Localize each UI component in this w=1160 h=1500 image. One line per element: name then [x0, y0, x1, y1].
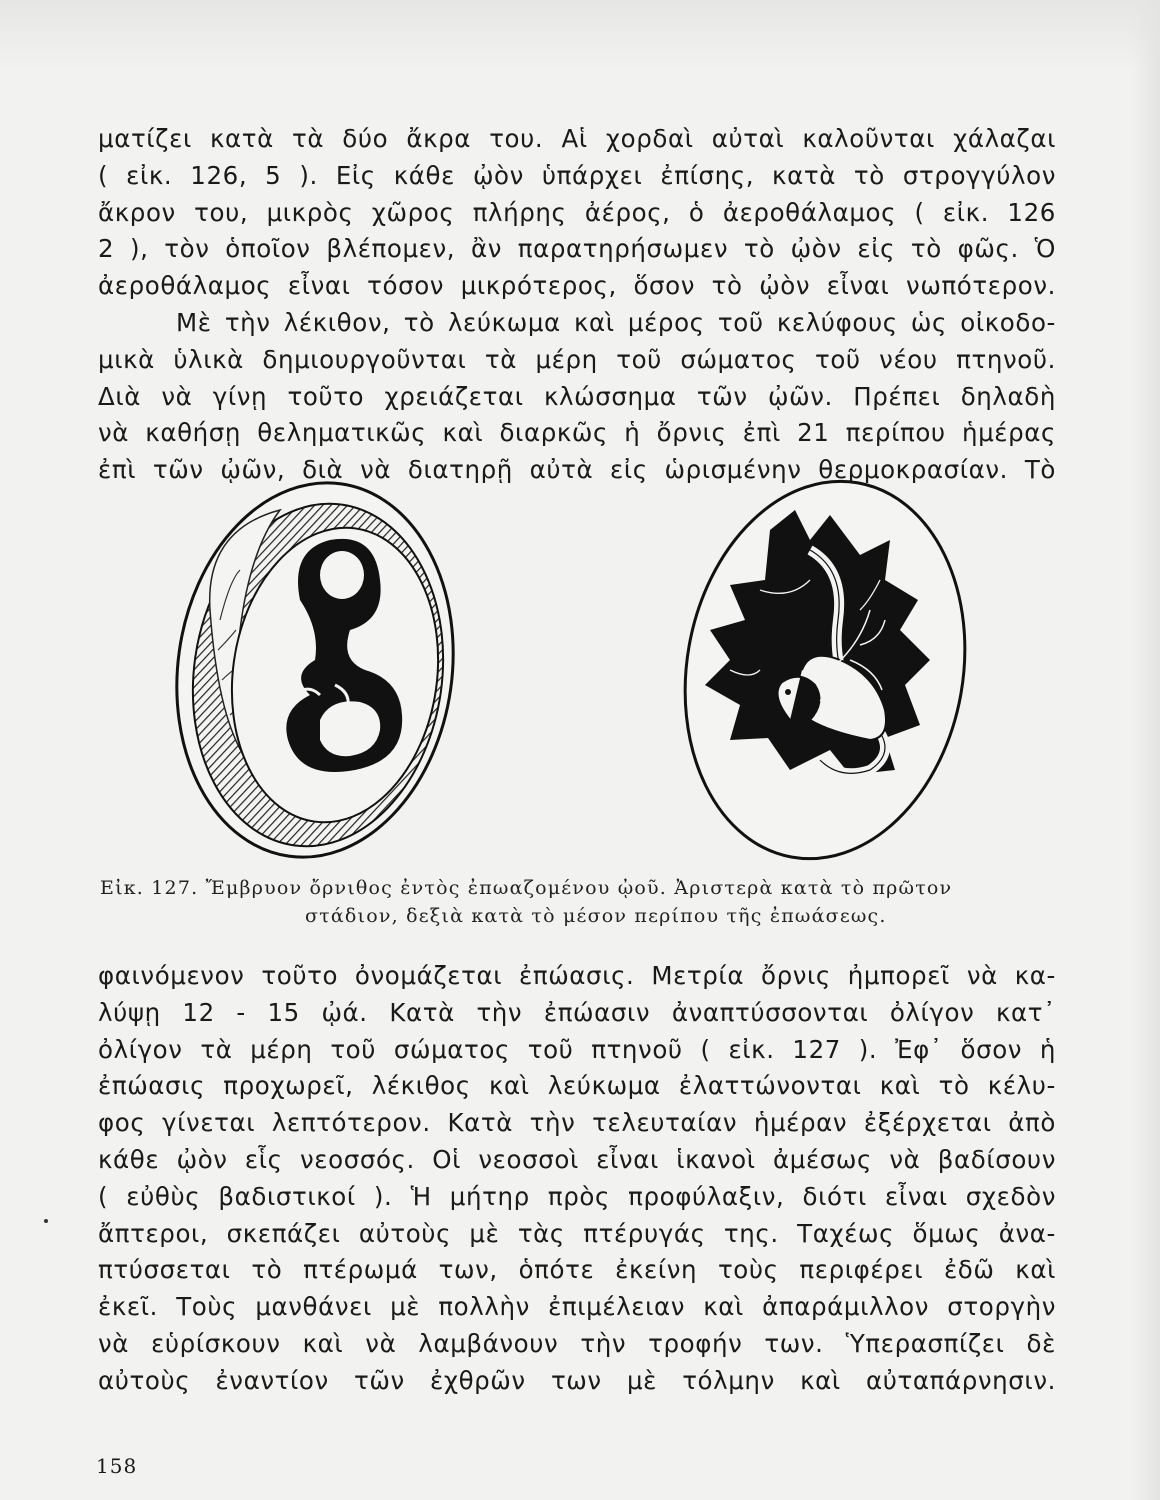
text-line: φος γίνεται λεπτότερον. Κατὰ τὴν τελευταίαν ἡμέραν ἐξέρχεται ἀπὸ	[98, 1108, 1056, 1138]
caption-line: Εἰκ. 127. Ἔμβρυον ὄρνιθος ἐντὸς ἐπωαζομένου ᾠοῦ. Ἀριστερὰ κατὰ τὸ πρῶτον	[100, 877, 953, 899]
text-line: μικὰ ὑλικὰ δημιουργοῦνται τὰ μέρη τοῦ σώματος τοῦ νέου πτηνοῦ.	[98, 344, 1056, 374]
caption-line: στάδιον, δεξιὰ κατὰ τὸ μέσον περίπου τῆς ἐπωάσεως.	[305, 905, 887, 927]
print-speck	[44, 1219, 48, 1223]
text-line: ματίζει κατὰ τὰ δύο ἄκρα του. Αἱ χορδαὶ αὐταὶ καλοῦνται χάλαζαι	[98, 124, 1056, 153]
text-line: ἐπὶ τῶν ᾠῶν, διὰ νὰ διατηρῇ αὐτὰ εἰς ὡρισμένην θερμοκρασίαν. Τὸ	[98, 455, 1056, 485]
text-line: Διὰ νὰ γίνῃ τοῦτο χρειάζεται κλώσσημα τῶν ᾠῶν. Πρέπει δηλαδὴ	[98, 381, 1056, 411]
paragraph-bottom	[98, 958, 1056, 1400]
text-line: αὐτοὺς ἐναντίον τῶν ἐχθρῶν των μὲ τόλμην καὶ αὐταπάρνησιν.	[98, 1365, 1056, 1395]
page-shadow-right	[1130, 0, 1160, 1500]
text-line: νὰ εὑρίσκουν καὶ νὰ λαμβάνουν τὴν τροφήν των. Ὑπερασπίζει δὲ	[98, 1328, 1056, 1358]
text-line: λύψῃ 12 - 15 ᾠά. Κατὰ τὴν ἐπώασιν ἀναπτύσσονται ὀλίγον κατ᾽	[98, 997, 1056, 1027]
page-number: 158	[96, 1454, 138, 1478]
egg-early-stage	[170, 470, 477, 870]
text-line: ἀεροθάλαμος εἶναι τόσον μικρότερος, ὅσον τὸ ᾠὸν εἶναι νωπότερον.	[98, 271, 1056, 301]
text-line: φαινόμενον τοῦτο ὀνομάζεται ἐπώασις. Μετρία ὄρνις ἠμπορεῖ νὰ κα-	[98, 961, 1056, 990]
text-line: ἐπώασις προχωρεῖ, λέκιθος καὶ λεύκωμα ἐλαττώνονται καὶ τὸ κέλυ-	[98, 1071, 1056, 1101]
text-line: πτύσσεται τὸ πτέρωμά των, ὁπότε ἐκείνη τοὺς περιφέρει ἐδῶ καὶ	[98, 1255, 1056, 1285]
text-line: ( εὐθὺς βαδιστικοί ). Ἡ μήτηρ πρὸς προφύλαξιν, διότι εἶναι σχεδὸν	[98, 1181, 1056, 1211]
text-line: ἐκεῖ. Τοὺς μανθάνει μὲ πολλὴν ἐπιμέλειαν καὶ ἀπαράμιλλον στοργὴν	[98, 1292, 1056, 1322]
text-line: νὰ καθήσῃ θεληματικῶς καὶ διαρκῶς ἡ ὄρνις ἐπὶ 21 περίπου ἡμέρας	[98, 418, 1056, 448]
text-line: ( εἰκ. 126, 5 ). Εἰς κάθε ᾠὸν ὑπάρχει ἐπίσης, κατὰ τὸ στρογγύλον	[98, 160, 1056, 190]
text-line: ἄπτεροι, σκεπάζει αὐτοὺς μὲ τὰς πτέρυγάς της. Ταχέως ὅμως ἀνα-	[98, 1218, 1056, 1248]
egg-illustrations	[170, 470, 990, 870]
text-line: κάθε ᾠὸν εἷς νεοσσός. Οἱ νεοσσοὶ εἶναι ἱκανοὶ ἀμέσως νὰ βαδίσουν	[98, 1144, 1056, 1174]
text-line: ἄκρον του, μικρὸς χῶρος πλήρης ἀέρος, ὁ ἀεροθάλαμος ( εἰκ. 126	[98, 197, 1056, 227]
page-shadow-top	[0, 0, 1160, 70]
text-line: ὀλίγον τὰ μέρη τοῦ σώματος τοῦ πτηνοῦ ( εἰκ. 127 ). Ἐφ᾽ ὅσον ἡ	[98, 1034, 1056, 1064]
egg-middle-stage	[656, 470, 990, 870]
paragraph-top	[98, 121, 1056, 489]
text-line: Μὲ τὴν λέκιθον, τὸ λεύκωμα καὶ μέρος τοῦ κελύφους ὡς οἰκοδο-	[176, 307, 1056, 337]
text-line: 2 ), τὸν ὁποῖον βλέπομεν, ἂν παρατηρήσωμεν τὸ ᾠὸν εἰς τὸ φῶς. Ὁ	[98, 234, 1056, 264]
egg-embryo-figure	[170, 470, 990, 870]
figure-caption	[100, 874, 1000, 930]
